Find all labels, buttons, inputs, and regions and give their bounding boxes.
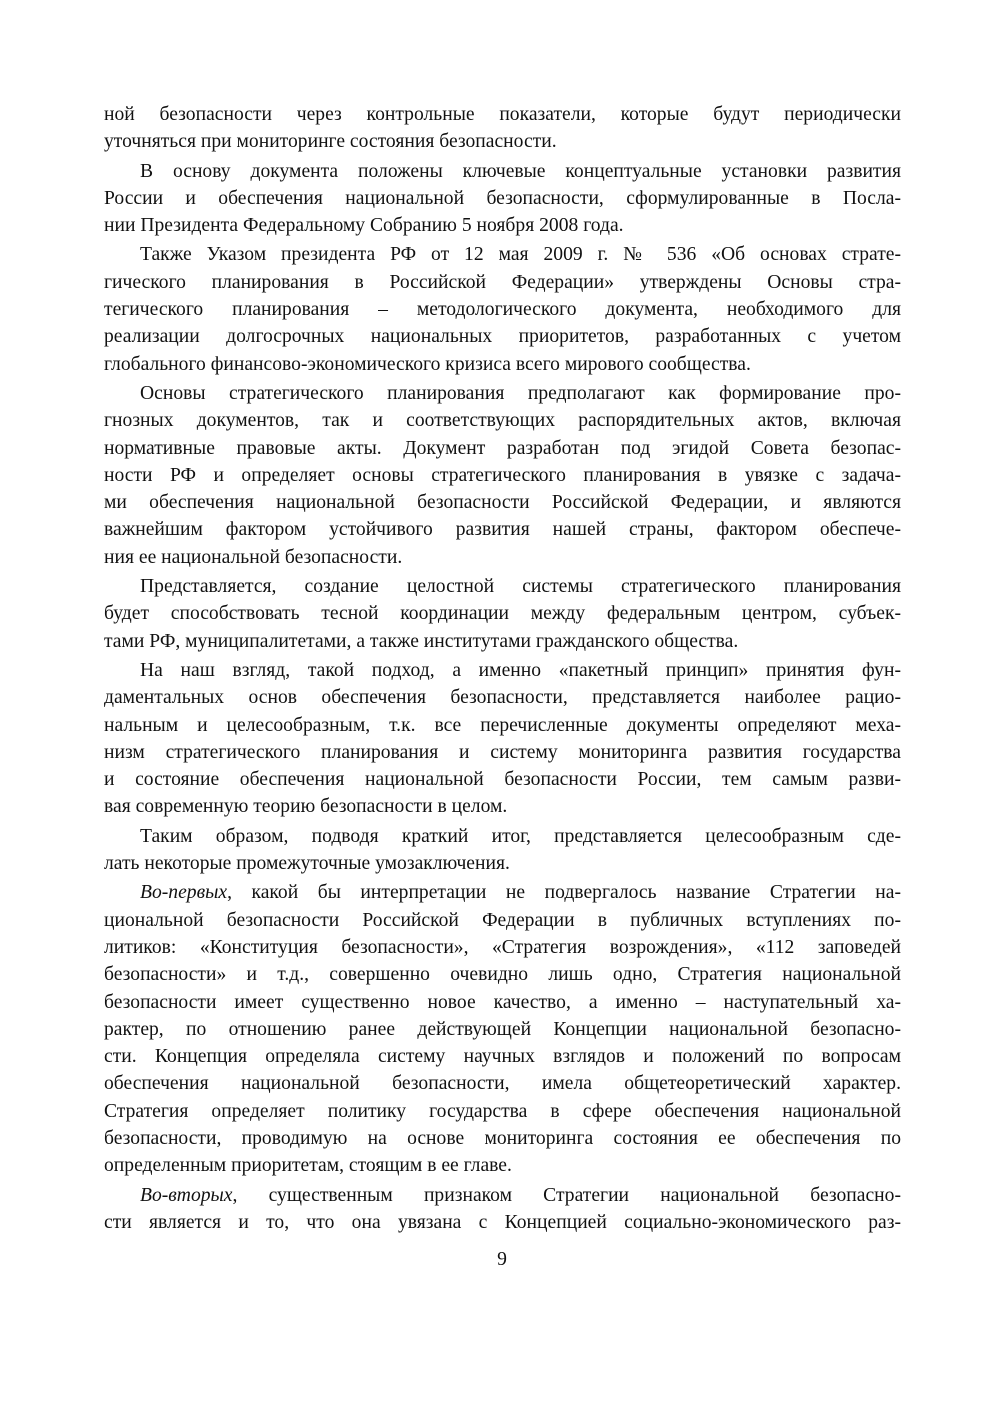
line-text: Также Указом президента РФ от 12 мая 2009 г. № 536 «Об основах страте-: [140, 244, 901, 266]
text-line: [104, 961, 901, 988]
line-text: обеспечения национальной безопасности, имела общетеоретический характер.: [104, 1073, 901, 1095]
text-line: [104, 128, 901, 155]
text-line: [104, 212, 901, 239]
text-line: [104, 1152, 901, 1179]
text-line: [104, 823, 901, 850]
line-text: , какой бы интерпретации не подвергалось название Стратегии на-: [227, 882, 901, 904]
line-text: ми обеспечения национальной безопасности Российской Федерации, и являются: [104, 492, 901, 514]
text-line: [104, 185, 901, 212]
text-line: [104, 435, 901, 462]
text-line: [104, 573, 901, 600]
line-text: гнозных документов, так и соответствующих распорядительных актов, включая: [104, 410, 901, 432]
line-text: даментальных основ обеспечения безопасности, представляется наиболее рацио-: [104, 687, 901, 709]
line-text: определенным приоритетам, стоящим в ее главе.: [104, 1155, 512, 1177]
text-line: [104, 101, 901, 128]
paragraph: [104, 101, 901, 156]
line-text: уточняться при мониторинге состояния безопасности.: [104, 131, 557, 153]
line-text: безопасности» и т.д., совершенно очевидно лишь одно, Стратегия национальной: [104, 964, 901, 986]
line-text: ности РФ и определяет основы стратегического планирования в увязке с задача-: [104, 464, 901, 486]
line-text: гического планирования в Российской Федерации» утверждены Основы стра-: [104, 271, 901, 293]
line-text: В основу документа положены ключевые концептуальные установки развития: [140, 160, 901, 182]
text-line: [104, 1125, 901, 1152]
text-line: [104, 934, 901, 961]
text-line: [104, 879, 901, 906]
text-line: [104, 1098, 901, 1125]
line-text: Таким образом, подводя краткий итог, представляется целесообразным сде-: [140, 825, 901, 847]
text-line: [104, 407, 901, 434]
line-text: глобального финансово-экономического кризиса всего мирового сообщества.: [104, 353, 751, 375]
text-line: [104, 351, 901, 378]
paragraph: [104, 823, 901, 878]
line-text: низм стратегического планирования и систему мониторинга развития государства: [104, 741, 901, 763]
text-line: [104, 989, 901, 1016]
document-body: [104, 101, 901, 1238]
line-text: будет способствовать тесной координации между федеральным центром, субъек-: [104, 603, 901, 625]
line-text: тами РФ, муниципалитетами, а также институтами гражданского общества.: [104, 630, 739, 652]
line-text: На наш взгляд, такой подход, а именно «пакетный принцип» принятия фун-: [140, 659, 901, 681]
text-line: [104, 657, 901, 684]
line-text: ния ее национальной безопасности.: [104, 546, 403, 568]
text-line: [104, 269, 901, 296]
text-line: [104, 1070, 901, 1097]
text-line: [104, 766, 901, 793]
text-line: [104, 462, 901, 489]
line-text: ной безопасности через контрольные показатели, которые будут периодически: [104, 104, 901, 125]
text-line: [104, 323, 901, 350]
text-line: [104, 1043, 901, 1070]
text-line: [104, 544, 901, 571]
text-line: [104, 1209, 901, 1236]
paragraph: [104, 879, 901, 1179]
line-text: Основы стратегического планирования предполагают как формирование про-: [140, 382, 901, 404]
text-line: [104, 158, 901, 185]
italic-lead: Во-вторых: [140, 1184, 233, 1206]
line-text: сти является и то, что она увязана с Концепцией социально-экономического раз-: [104, 1211, 901, 1233]
paragraph: [104, 158, 901, 240]
line-text: литиков: «Конституция безопасности», «Стратегия возрождения», «112 заповедей: [104, 936, 901, 958]
paragraph: [104, 573, 901, 655]
line-text: тегического планирования – методологического документа, необходимого для: [104, 299, 901, 321]
text-line: [104, 712, 901, 739]
text-line: [104, 739, 901, 766]
text-line: [104, 907, 901, 934]
line-text: России и обеспечения национальной безопасности, сформулированные в Посла-: [104, 187, 901, 209]
line-text: Представляется, создание целостной системы стратегического планирования: [140, 576, 901, 598]
text-line: [104, 380, 901, 407]
line-text: безопасности, проводимую на основе мониторинга состояния ее обеспечения по: [104, 1127, 901, 1149]
text-line: [104, 1016, 901, 1043]
text-line: [104, 628, 901, 655]
text-line: [104, 241, 901, 268]
text-line: [104, 1182, 901, 1209]
line-text: важнейшим фактором устойчивого развития нашей страны, фактором обеспече-: [104, 519, 901, 541]
italic-lead: Во-первых: [140, 882, 228, 904]
paragraph: [104, 241, 901, 377]
text-line: [104, 600, 901, 627]
paragraph: [104, 380, 901, 571]
line-text: вая современную теорию безопасности в целом.: [104, 796, 508, 818]
line-text: нормативные правовые акты. Документ разработан под эгидой Совета безопас-: [104, 437, 901, 459]
text-line: [104, 296, 901, 323]
text-line: [104, 793, 901, 820]
page-number: 9: [497, 1249, 507, 1270]
line-text: циональной безопасности Российской Федерации в публичных вступлениях по-: [104, 909, 901, 931]
paragraph: [104, 657, 901, 821]
line-text: реализации долгосрочных национальных приоритетов, разработанных с учетом: [104, 326, 901, 348]
line-text: , существенным признаком Стратегии национальной безопасно-: [232, 1184, 901, 1206]
line-text: Стратегия определяет политику государства в сфере обеспечения национальной: [104, 1100, 901, 1122]
text-line: [104, 489, 901, 516]
line-text: рактер, по отношению ранее действующей Концепции национальной безопасно-: [104, 1018, 901, 1040]
line-text: и состояние обеспечения национальной безопасности России, тем самым разви-: [104, 769, 901, 791]
line-text: безопасности имеет существенно новое качество, а именно – наступательный ха-: [104, 991, 901, 1013]
line-text: нии Президента Федеральному Собранию 5 ноября 2008 года.: [104, 215, 624, 237]
text-line: [104, 684, 901, 711]
line-text: сти. Концепция определяла систему научных взглядов и положений по вопросам: [104, 1046, 901, 1068]
text-line: [104, 516, 901, 543]
text-line: [104, 850, 901, 877]
paragraph: [104, 1182, 901, 1237]
line-text: нальным и целесообразным, т.к. все перечисленные документы определяют меха-: [104, 714, 901, 736]
line-text: лать некоторые промежуточные умозаключения.: [104, 853, 510, 875]
